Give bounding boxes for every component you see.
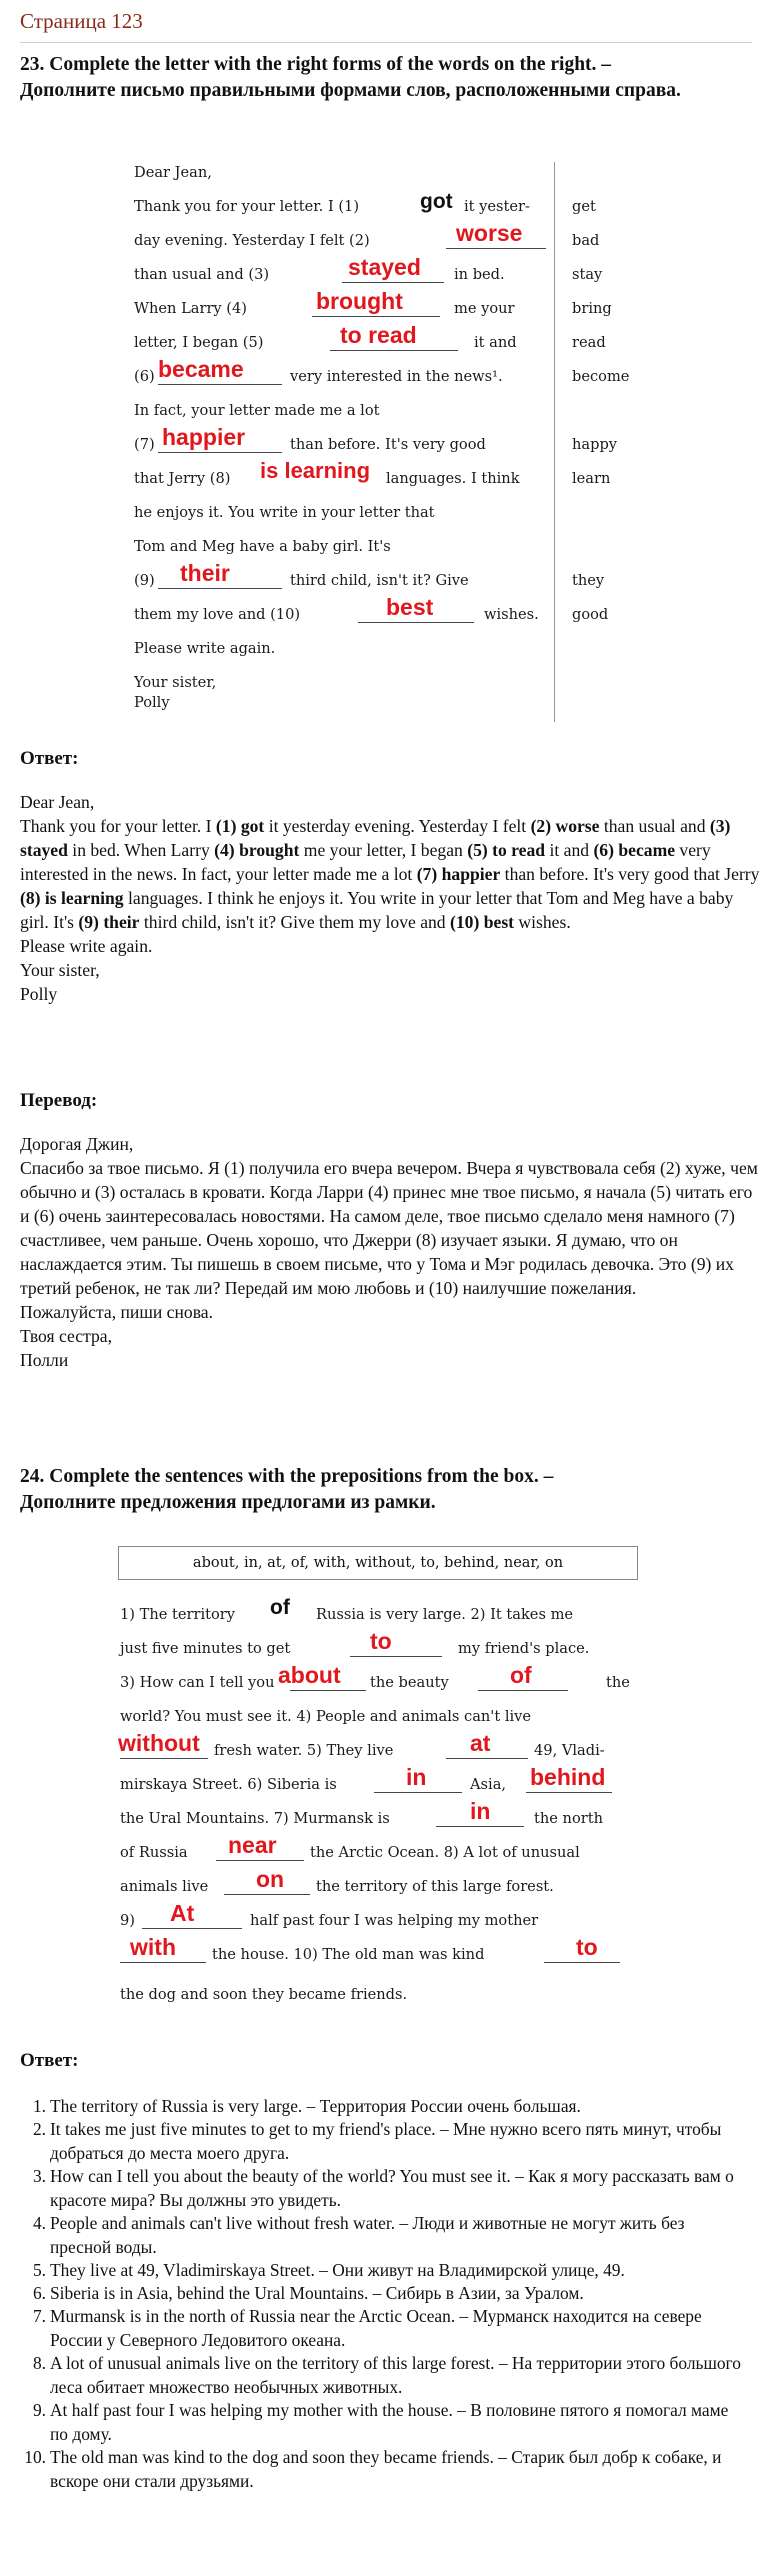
answer-23-text (20, 790, 760, 1006)
answer-10: best (386, 594, 434, 620)
answer-9: their (180, 560, 230, 586)
blank-line (544, 1962, 620, 1963)
letter-line: In fact, your letter made me a lot (134, 402, 380, 419)
answer-5: to read (340, 322, 417, 348)
answer-4: brought (316, 288, 403, 314)
right-word: get (572, 198, 596, 215)
sentence-line: world? You must see it. 4) People and animals can't live (120, 1708, 532, 1725)
translation-label: Перевод: (20, 1090, 98, 1111)
blank-line (142, 1928, 242, 1929)
answer-7: happier (162, 424, 246, 450)
answer-At: At (170, 1900, 195, 1926)
exercise-24-title-ru: Дополните предложения предлогами из рамки. (20, 1492, 436, 1513)
right-word: become (572, 368, 630, 385)
answer-line: Dear Jean, (20, 792, 95, 812)
translation-line: Дорогая Джин, (20, 1134, 134, 1154)
right-word: good (572, 606, 609, 623)
answer-near: near (228, 1832, 277, 1858)
blank-line (224, 1894, 310, 1895)
letter-divider (554, 162, 555, 722)
answer-label: Ответ: (20, 748, 79, 769)
answer-of-2: of (510, 1662, 532, 1688)
blank-line (342, 282, 444, 283)
answer-line: Polly (20, 984, 58, 1004)
sentence-line: the dog and soon they became friends. (120, 1986, 408, 2003)
blank-line (446, 248, 546, 249)
blank-line (330, 350, 458, 351)
prepositions-box: about, in, at, of, with, without, to, behind, near, on (118, 1546, 638, 1580)
letter-line: Polly (134, 694, 170, 711)
answer-to: to (370, 1628, 392, 1654)
blank-line (436, 1826, 524, 1827)
blank-line (158, 588, 282, 589)
answer-8: is learning (260, 458, 371, 483)
right-word: read (572, 334, 606, 351)
right-word: bring (572, 300, 612, 317)
blank-line (120, 1758, 208, 1759)
letter-line: he enjoys it. You write in your letter that (134, 504, 435, 521)
blank-line (158, 452, 282, 453)
translation-line: Твоя сестра, (20, 1326, 112, 1346)
answer-at: at (470, 1730, 491, 1756)
blank-line (120, 1962, 206, 1963)
answer-on: on (256, 1866, 285, 1892)
answer-paragraph: Thank you for your letter. I (1) got it yesterday evening. Yesterday I felt (2) worse than usual and (3) stayed in bed. When Larry (4) brought me your letter, I began (5) to read it and (6) became very interested in the news. In fact, your letter made me a lot (7) happier than before. It's very good that Jerry (8) is learning languages. I think he enjoys it. You write in your letter that Tom and Meg have a baby girl. It's (9) their third child, isn't it? Give them my love and (10) best wishes. (20, 816, 760, 932)
answer-2: worse (456, 220, 523, 246)
right-word: bad (572, 232, 600, 249)
exercise-23-title (20, 52, 740, 104)
letter-line: Dear Jean, (134, 164, 212, 181)
answer-to-2: to (576, 1934, 598, 1960)
answer-line: Please write again. (20, 936, 153, 956)
answer-1: got (420, 190, 453, 213)
blank-line (478, 1690, 568, 1691)
answer-behind: behind (530, 1764, 606, 1790)
right-word: they (572, 572, 605, 589)
letter-line: Your sister, (134, 674, 217, 691)
page: Страница 123 23. Complete the letter with the right forms of the words on the right. – Дополните письмо правильными формами слов, расположенными справа. Dear Jean, Thank you for your letter. I (1) it yester- got day evening. Yesterday I felt (2) worse than usual and (3) in bed. stayed When Larry (4) me your brought letter, I began (5) it and to read (6) very interested in the news¹. became In fact, your letter made me a lot (7) than before. It's very good happier that Jerry (8) languages. I think is learning he enjoys it. You write in your letter that Tom and Meg have a baby girl. It's (9) third child, isn't it? Give their them my love and (10) wishes. best Please write again. Your sister, Polly get bad stay bring read become happy learn they good Ответ: Dear Jean, Thank you for your letter. I (1) got it yesterday evening. Yesterday I felt (2) worse than usual and (3) stayed in bed. When Larry (4) brought me your letter, I began (5) to read it and (6) became very interested in the news. In fact, your letter made me a lot (7) happier than before. It's very good that Jerry (8) is learning languages. I think he enjoys it. You write in your letter that Tom and Meg have a baby girl. It's (9) their third child, isn't it? Give them my love and (10) best wishes. Please write again. Your sister, Polly Перевод: Дорогая Джин, Спасибо за твое письмо. Я (1) получила его вчера вечером. Вчера я чувствовала себя (2) хуже, чем обычно и (3) осталась в кровати. Когда Ларри (4) принес мне твое письмо, я начала (5) читать его и (6) очень заинтересовалась новостями. На самом деле, твое письмо сделало меня намного (7) счастливее, чем раньше. Очень хорошо, что Джерри (8) изучает языки. Я думаю, что он наслаждается этим. Ты пишешь в своем письме, что у Тома и Мэг родилась девочка. Это (9) их третий ребенок, не так ли? Передай им мою любовь и (10) наилучшие пожелания. Пожалуйста, пиши снова. Твоя сестра, Полли 24. Complete the sentences with the prepositions from the box. – Дополните предложения предлогами из рамки. about, in, at, of, with, without, to, behind, near, on 1) The territory Russia is very large. 2) It takes me of just five minutes to get my friend's place. to 3) How can I tell you the beauty the about of world? You must see it. 4) People and animals can't live fresh water. 5) They live 49, Vladi- without at mirskaya Street. 6) Siberia is Asia, in behind the Ural Mountains. 7) Murmansk is the north in of Russia the Arctic Ocean. 8) A lot of unusual near animals live the territory of this large forest. on 9) half past four I was helping my mother At the house. 10) The old man was kind with to the dog and soon they became friends. Ответ: 1. The territory of Russia is very large. – Территория России очень большая. 2. It takes me just five minutes to get to my friend's place. – Мне нужно всего пять минут, чтобы добраться до места моего друга. 3. How can I tell you about the beauty of the world? You must see it. – Как я могу рассказать вам о красоте мира? Вы должны это увидеть. 4. People and animals can't live without fresh water. – Люди и животные не могут жить без пресной воды. 5. They live at 49, Vladimirskaya Street. – Они живут на Владимирской улице, 49. 6. Siberia is in Asia, behind the Ural Mountains. – Сибирь в Азии, за Уралом. 7. Murmansk is in the north of Russia near the Arctic Ocean. – Мурманск находится на севере России у Северного Ледовитого океана. 8. A lot of unusual animals live on the territory of this large forest. – На территории этого большого леса обитает множество необычных животных. 9. At half past four I was helping my mother with the house. – В половине пятого я помогал маме по дому. 10. The old man was kind to the dog and soon they became friends. – Старик был добр к собаке, и вскоре они стали друзьями. (20, 9, 760, 2491)
letter-image: Dear Jean, Thank you for your letter. I (1) it yester- got day evening. Yesterday I felt (2) worse than usual and (3) in bed. stayed When Larry (4) me your brought letter, I began (5) it and to read (6) very interested in the news¹. became In fact, your letter made me a lot (7) than before. It's very good happier that Jerry (8) languages. I think is learning he enjoys it. You write in your letter that Tom and Meg have a baby girl. It's (9) third child, isn't it? Give their them my love and (10) wishes. best Please write again. Your sister, Polly get bad stay bring read become happy learn they good (130, 162, 650, 722)
answer-in-2: in (470, 1798, 491, 1824)
answer-of: of (270, 1596, 290, 1619)
answer-label-24: Ответ: (20, 2050, 79, 2071)
right-word: stay (572, 266, 603, 283)
right-word: happy (572, 436, 618, 453)
exercise-24-title-en: 24. Complete the sentences with the prepositions from the box. – (20, 1466, 554, 1487)
letter-line: day evening. Yesterday I felt (2) (134, 232, 370, 249)
answer-without: without (118, 1730, 200, 1756)
header-divider (20, 42, 752, 43)
exercise-23-title-ru: Дополните письмо правильными формами слов, расположенными справа. (20, 80, 681, 101)
blank-line (526, 1792, 612, 1793)
blank-line (158, 384, 282, 385)
answer-3: stayed (348, 254, 421, 280)
blank-line (312, 316, 440, 317)
exercise-23-title-en: 23. Complete the letter with the right forms of the words on the right. – (20, 54, 612, 75)
translation-text (20, 1132, 760, 1372)
blank-line (374, 1792, 462, 1793)
answer-with: with (130, 1934, 176, 1960)
sentences-image: 1) The territory Russia is very large. 2) It takes me of just five minutes to get my friend's place. to 3) How can I tell you the beauty the about of world? You must see it. 4) People and animals can't live fresh water. 5) They live 49, Vladi- without at mirskaya Street. 6) Siberia is Asia, in behind the Ural Mountains. 7) Murmansk is the north in of Russia the Arctic Ocean. 8) A lot of unusual near animals live the territory of this large forest. on 9) half past four I was helping my mother At the house. 10) The old man was kind with to the dog and soon they became friends. (118, 1596, 630, 2003)
blank-line (358, 622, 474, 623)
exercise-24-title (20, 1464, 740, 1516)
blank-line (350, 1656, 442, 1657)
answer-6: became (158, 356, 244, 382)
translation-line: Полли (20, 1350, 69, 1370)
blank-line (446, 1758, 528, 1759)
translation-line: Пожалуйста, пиши снова. (20, 1302, 213, 1322)
letter-line: Please write again. (134, 640, 276, 657)
answer-line: Your sister, (20, 960, 100, 980)
blank-line (216, 1860, 304, 1861)
blank-line (290, 1690, 366, 1691)
right-word: learn (572, 470, 611, 487)
page-number-link[interactable]: Страница 123 (20, 9, 143, 33)
answer-about: about (278, 1662, 341, 1688)
letter-line: Tom and Meg have a baby girl. It's (134, 538, 391, 555)
translation-paragraph: Спасибо за твое письмо. Я (1) получила его вчера вечером. Вчера я чувствовала себя (2) хуже, чем обычно и (3) осталась в кровати. Когда Ларри (4) принес мне твое письмо, я начала (5) читать его и (6) очень заинтересовалась новостями. На самом деле, твое письмо сделало меня намного (7) счастливее, чем раньше. Очень хорошо, что Джерри (8) изучает языки. Я думаю, что он наслаждается этим. Ты пишешь в своем письме, что у Тома и Мэг родилась девочка. Это (9) их третий ребенок, не так ли? Передай им мою любовь и (10) наилучшие пожелания. (20, 1158, 758, 1298)
answer-in: in (406, 1764, 427, 1790)
